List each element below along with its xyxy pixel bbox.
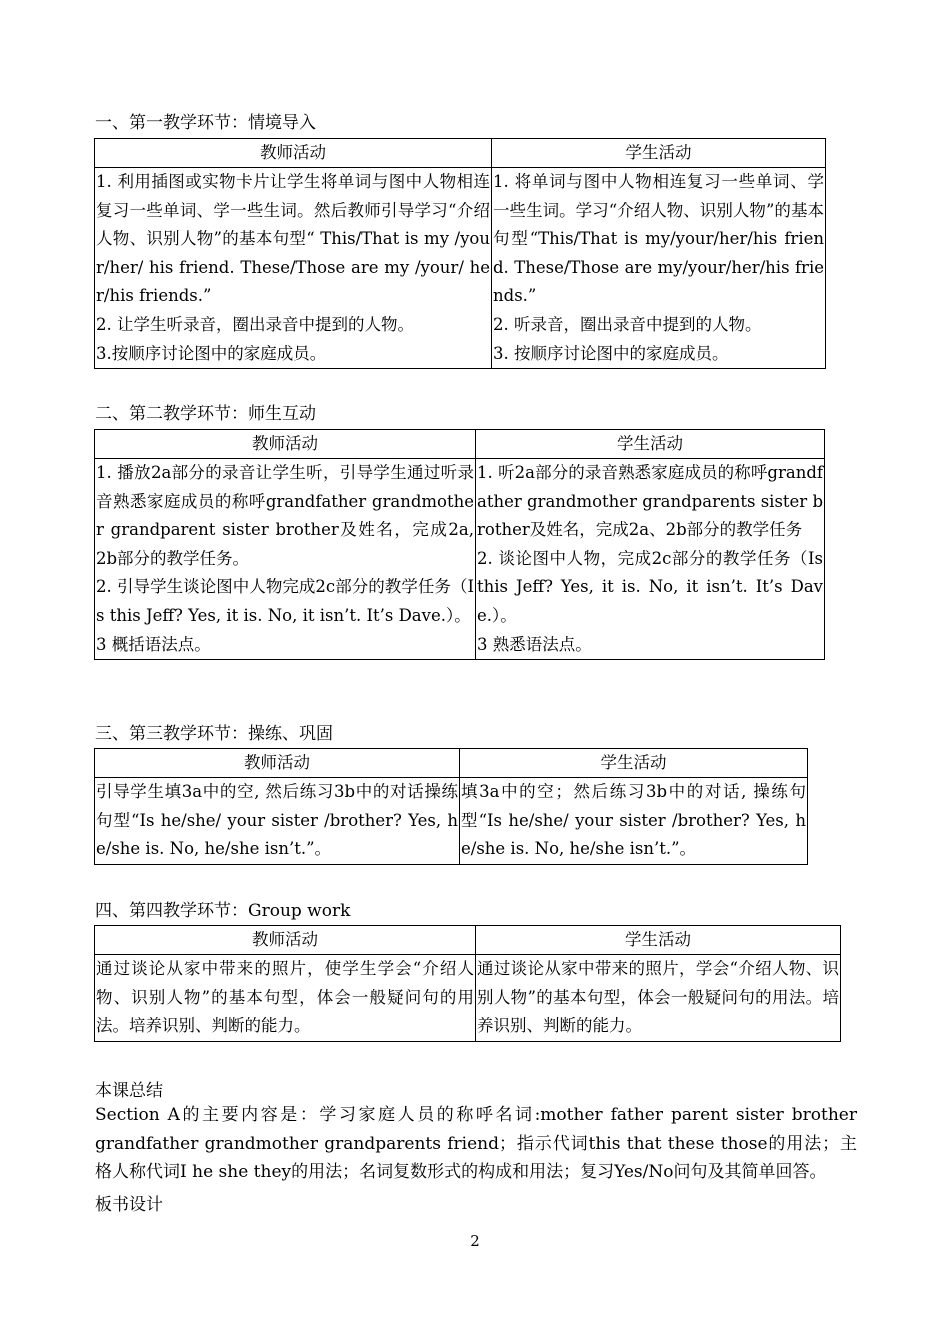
teacher-activity-cell	[95, 168, 492, 369]
teacher-activity-header: 教师活动	[95, 926, 476, 955]
student-activity-header: 学生活动	[476, 430, 825, 459]
student-activity-header: 学生活动	[460, 749, 808, 778]
teacher-activity-header: 教师活动	[95, 749, 460, 778]
section-2-table	[94, 429, 825, 660]
student-activity-item: 2. 谈论图中人物，完成2c部分的教学任务（Is this Jeff? Yes, it is. No, it isn’t. It’s Dave.）。	[477, 548, 823, 625]
student-activity-cell	[476, 459, 825, 660]
section-3-table	[94, 748, 808, 865]
section-1-title: 一、第一教学环节：情境导入	[95, 113, 316, 133]
section-3-title: 三、第三教学环节：操练、巩固	[95, 724, 333, 744]
teacher-activity-item: 1. 播放2a部分的录音让学生听，引导学生通过听录音熟悉家庭成员的称呼grandfather grandmother grandparent sister brother及姓名，完成2a, 2b部分的教学任务。	[96, 463, 474, 568]
board-design-title: 板书设计	[95, 1195, 163, 1215]
student-activity-item: 填3a中的空；然后练习3b中的对话, 操练句型“Is he/she/ your sister /brother? Yes, he/she is. No, he/she isn’t.”。	[461, 782, 806, 859]
teacher-activity-cell	[95, 955, 476, 1042]
teacher-activity-header: 教师活动	[95, 139, 492, 168]
section-4-table	[94, 925, 841, 1042]
student-activity-item: 2. 听录音，圈出录音中提到的人物。	[493, 314, 762, 334]
student-activity-item: 1. 听2a部分的录音熟悉家庭成员的称呼grandfather grandmother grandparents sister brother及姓名，完成2a、2b部分的教学任务	[477, 463, 824, 540]
teacher-activity-cell	[95, 459, 476, 660]
teacher-activity-cell	[95, 778, 460, 865]
section-1-table	[94, 138, 826, 369]
student-activity-item: 1. 将单词与图中人物相连复习一些单词、学一些生词。学习“介绍人物、识别人物”的基本句型“This/That is my/your/her/his friend. These/Those are my/your/her/his friends.”	[493, 172, 824, 306]
student-activity-item: 3 熟悉语法点。	[477, 634, 592, 654]
page-number: 2	[470, 1232, 480, 1250]
teacher-activity-item: 3 概括语法点。	[96, 634, 211, 654]
student-activity-header: 学生活动	[492, 139, 826, 168]
teacher-activity-item: 引导学生填3a中的空, 然后练习3b中的对话操练句型“Is he/she/ your sister /brother? Yes, he/she is. No, he/she isn’t.”。	[96, 782, 458, 859]
student-activity-cell	[492, 168, 826, 369]
student-activity-header: 学生活动	[476, 926, 841, 955]
teacher-activity-item: 1. 利用插图或实物卡片让学生将单词与图中人物相连复习一些单词、学一些生词。然后教师引导学习“介绍人物、识别人物”的基本句型“ This/That is my /your/her/ his friend. These/Those are my /your/ her/his friends.”	[96, 172, 490, 306]
student-activity-cell	[476, 955, 841, 1042]
teacher-activity-item: 2. 让学生听录音，圈出录音中提到的人物。	[96, 314, 414, 334]
student-activity-item: 3. 按顺序讨论图中的家庭成员。	[493, 343, 729, 363]
teacher-activity-header: 教师活动	[95, 430, 476, 459]
summary-body: Section A的主要内容是：学习家庭人员的称呼名词:mother father parent sister brother grandfather grandmother grandparents friend；指示代词this that these those的用法；主格人称代词I he she they的用法；名词复数形式的构成和用法；复习Yes/No问句及其简单回答。	[95, 1105, 857, 1183]
teacher-activity-item: 2. 引导学生谈论图中人物完成2c部分的教学任务（Is this Jeff? Yes, it is. No, it isn’t. It’s Dave.）。	[96, 577, 474, 625]
student-activity-item: 通过谈论从家中带来的照片，学会“介绍人物、识别人物”的基本句型，体会一般疑问句的用法。培养识别、判断的能力。	[477, 959, 839, 1036]
student-activity-cell	[460, 778, 808, 865]
section-4-title: 四、第四教学环节：Group work	[95, 901, 351, 921]
section-2-title: 二、第二教学环节：师生互动	[95, 404, 316, 424]
teacher-activity-item: 通过谈论从家中带来的照片，使学生学会“介绍人物、识别人物”的基本句型，体会一般疑问句的用法。培养识别、判断的能力。	[96, 959, 474, 1036]
summary-title: 本课总结	[95, 1081, 163, 1101]
teacher-activity-item: 3.按顺序讨论图中的家庭成员。	[96, 343, 327, 363]
